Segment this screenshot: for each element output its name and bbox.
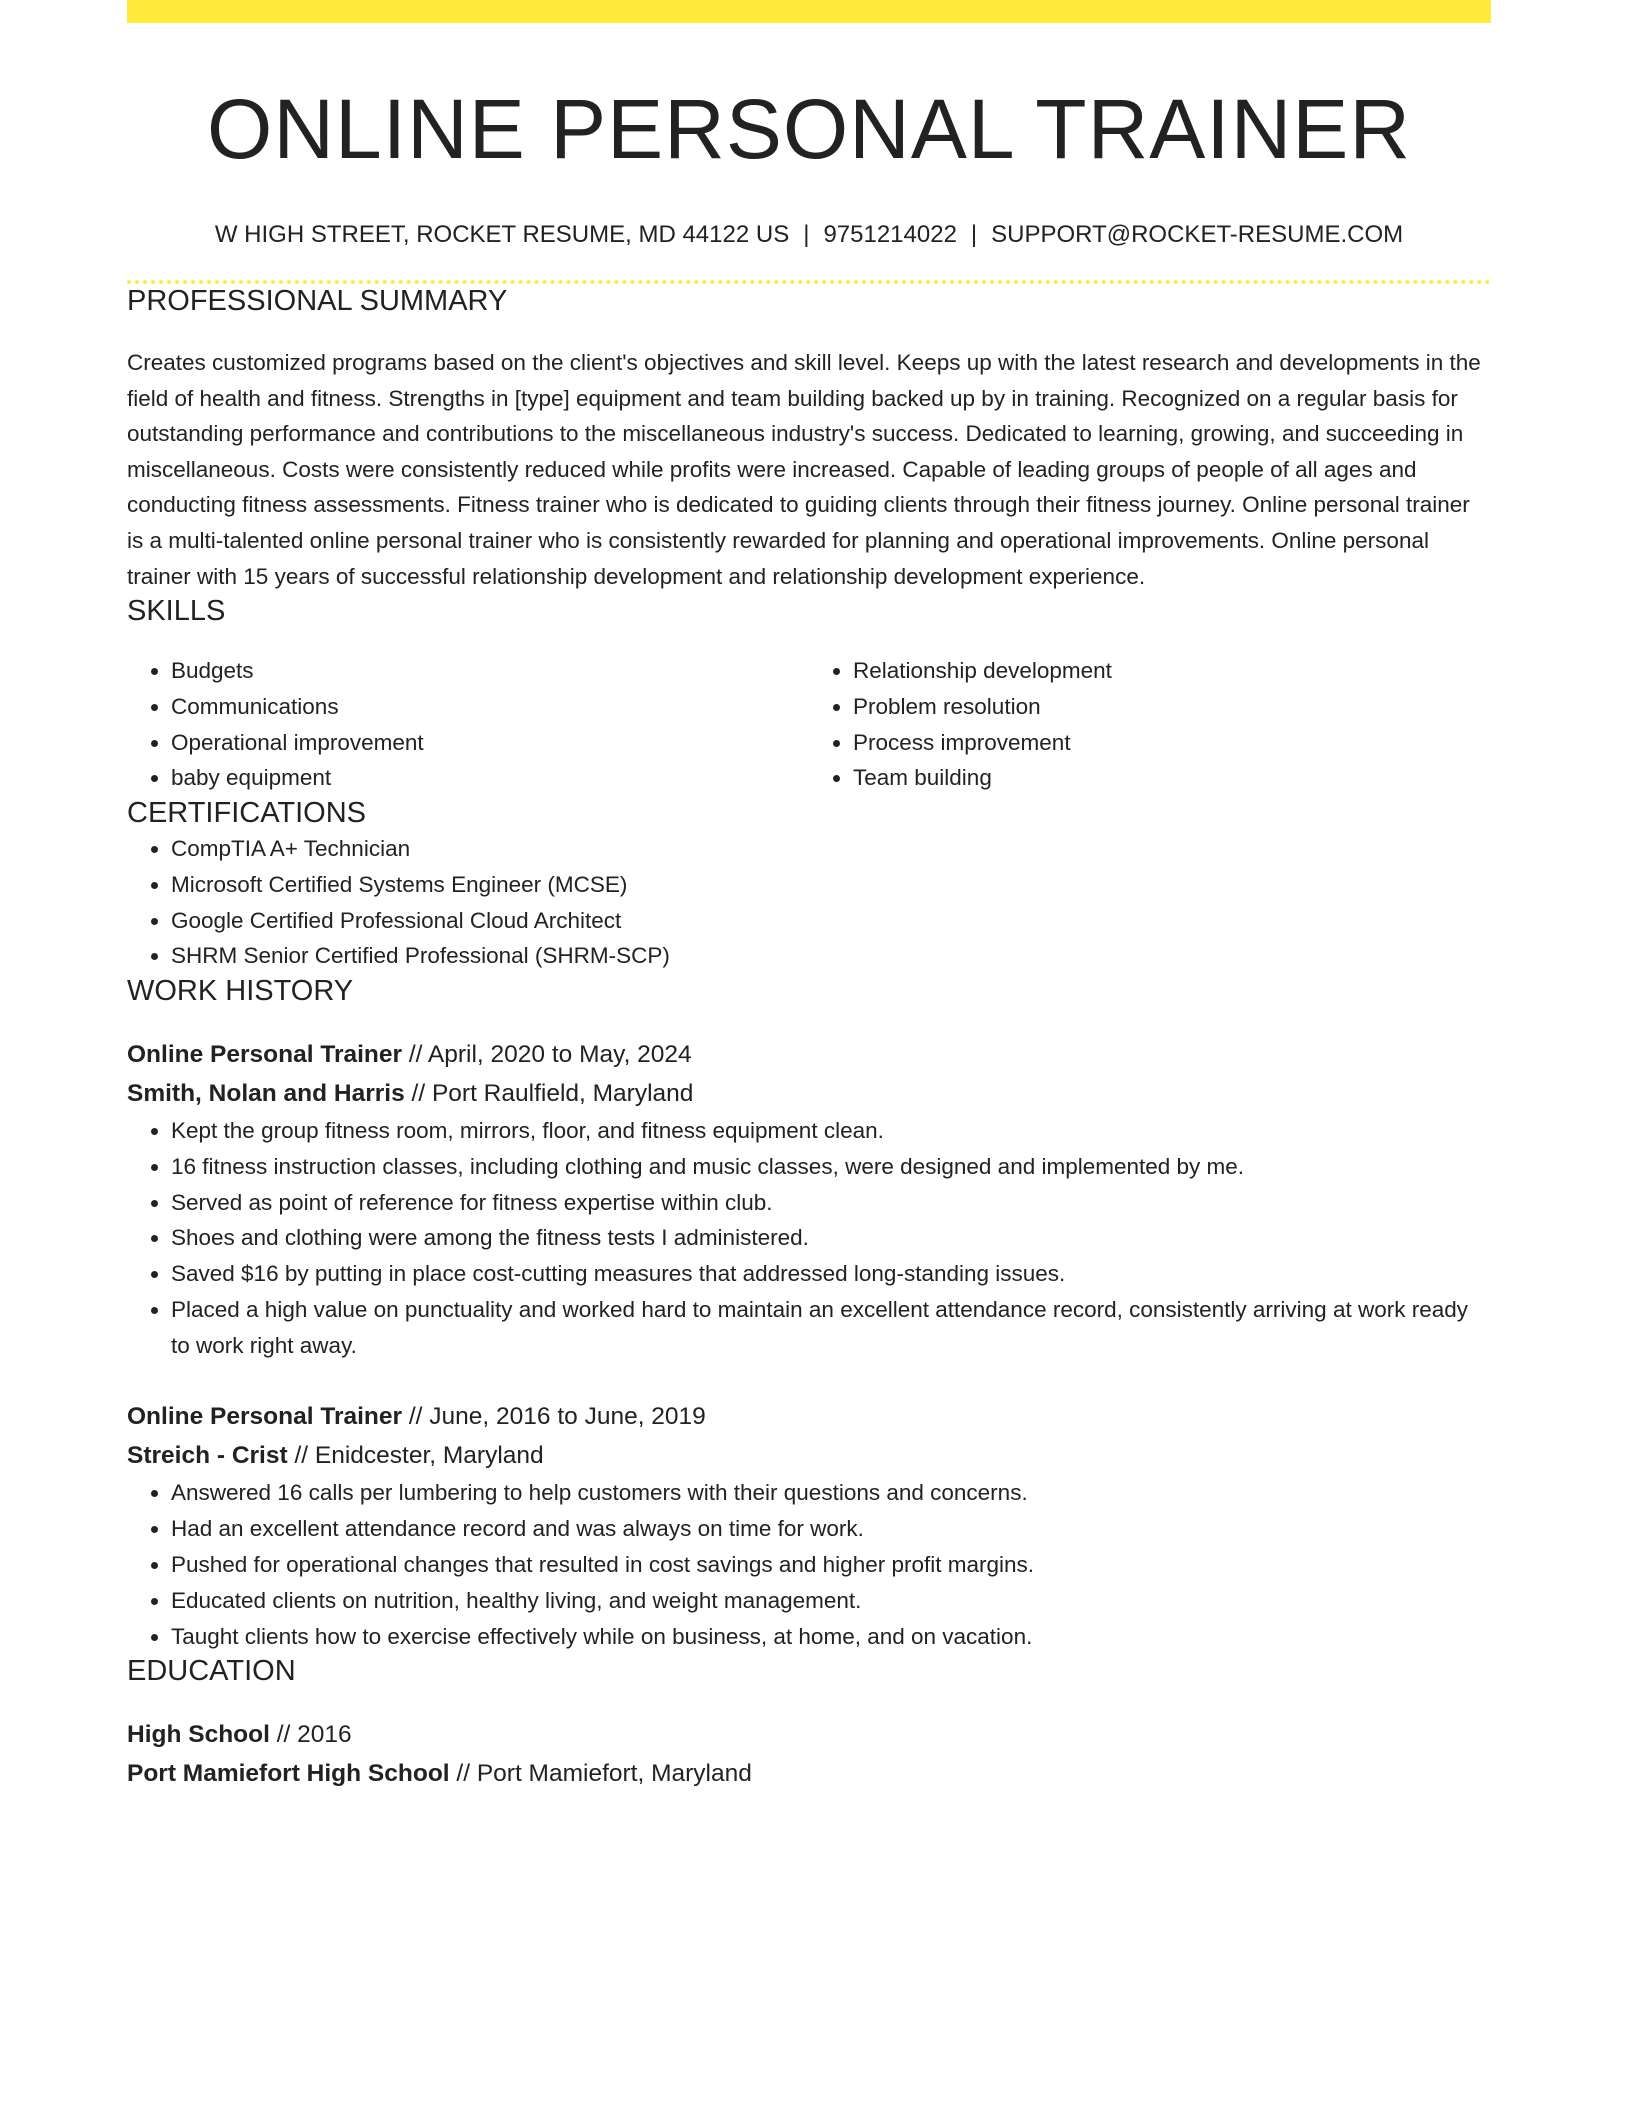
job-bullet: • Answered 16 calls per lumbering to help customers with their questions and concerns. — [171, 1475, 1491, 1511]
job-bullet: • Served as point of reference for fitness expertise within club. — [171, 1185, 1491, 1221]
contact-phone: 9751214022 — [823, 221, 957, 249]
certifications-heading: CERTIFICATIONS — [127, 797, 366, 830]
job-dates: // June, 2016 to June, 2019 — [402, 1403, 706, 1431]
accent-bar — [127, 0, 1491, 23]
job-company-line — [127, 1436, 1491, 1475]
job-bullet: • Educated clients on nutrition, healthy living, and weight management. — [171, 1583, 1491, 1619]
skills-list-right — [809, 653, 1491, 796]
summary-text: Creates customized programs based on the client's objectives and skill level. Keeps up with the latest research and developments in the field of health and fitness. Strengths in [type] equipment and team building backed up by in training. Recognized on a regular basis for outstanding performance and contributions to the miscellaneous industry's success. Dedicated to learning, growing, and succeeding in miscellaneous. Costs were consistently reduced while profits were increased. Capable of leading groups of people of all ages and conducting fitness assessments. Fitness trainer who is dedicated to guiding clients through their fitness journey. Online personal trainer is a multi-talented online personal trainer who is consistently rewarded for planning and operational improvements. Online personal trainer with 15 years of successful relationship development and relationship development experience. — [127, 349, 1481, 589]
education-school: Port Mamiefort High School — [127, 1760, 450, 1788]
job-bullet: • 16 fitness instruction classes, including clothing and music classes, were designed and implemented by me. — [171, 1149, 1491, 1185]
skills-list-left — [127, 653, 809, 796]
skills-columns — [127, 653, 1491, 796]
job-bullet: • Kept the group fitness room, mirrors, floor, and fitness equipment clean. — [171, 1113, 1491, 1149]
job-role: Online Personal Trainer — [127, 1403, 403, 1431]
resume-page — [127, 0, 1491, 1793]
contact-separator: | — [970, 221, 978, 249]
job-location: // Enidcester, Maryland — [287, 1442, 544, 1470]
certification-item: • CompTIA A+ Technician — [171, 831, 1491, 867]
contact-address: W HIGH STREET, ROCKET RESUME, MD 44122 US — [214, 221, 790, 249]
job-location: // Port Raulfield, Maryland — [404, 1079, 694, 1107]
skill-item: • baby equipment — [171, 760, 809, 796]
contact-email: SUPPORT@ROCKET-RESUME.COM — [991, 221, 1404, 249]
education-degree-line — [127, 1715, 1491, 1754]
education-school-line — [127, 1754, 1491, 1793]
skill-item: • Operational improvement — [171, 725, 809, 761]
job-bullet: • Shoes and clothing were among the fitness tests I administered. — [171, 1220, 1491, 1256]
certification-item: • Microsoft Certified Systems Engineer (MCSE) — [171, 867, 1491, 903]
certification-item: • Google Certified Professional Cloud Architect — [171, 903, 1491, 939]
job-bullets — [127, 1475, 1491, 1654]
education-entry — [127, 1715, 1491, 1793]
certification-item: • SHRM Senior Certified Professional (SHRM-SCP) — [171, 938, 1491, 974]
education-heading: EDUCATION — [127, 1655, 296, 1688]
work-history-heading: WORK HISTORY — [127, 975, 354, 1008]
job-company: Smith, Nolan and Harris — [127, 1079, 405, 1107]
job-title-line — [127, 1035, 1491, 1074]
job-company: Streich - Crist — [127, 1442, 288, 1470]
skill-item: • Process improvement — [853, 725, 1491, 761]
certifications-list — [127, 831, 1491, 974]
job-bullet: • Saved $16 by putting in place cost-cutting measures that addressed long-standing issues. — [171, 1256, 1491, 1292]
job-bullet: • Taught clients how to exercise effectively while on business, at home, and on vacation. — [171, 1619, 1491, 1655]
job-dates: // April, 2020 to May, 2024 — [402, 1040, 692, 1068]
skill-item: • Problem resolution — [853, 689, 1491, 725]
summary-heading: PROFESSIONAL SUMMARY — [127, 285, 508, 318]
job-bullet: • Placed a high value on punctuality and worked hard to maintain an excellent attendance record, consistently arriving at work ready to work right away. — [171, 1292, 1491, 1364]
skill-item: • Communications — [171, 689, 809, 725]
skill-item: • Team building — [853, 760, 1491, 796]
education-location: // Port Mamiefort, Maryland — [449, 1760, 752, 1788]
contact-line — [127, 221, 1491, 250]
job-bullets — [127, 1113, 1491, 1364]
job-role: Online Personal Trainer — [127, 1040, 403, 1068]
skills-heading: SKILLS — [127, 595, 226, 628]
contact-separator: | — [803, 221, 810, 249]
job-company-line — [127, 1074, 1491, 1113]
job-title-line — [127, 1397, 1491, 1436]
job-header — [127, 1035, 1491, 1113]
resume-title: ONLINE PERSONAL TRAINER — [207, 82, 1411, 176]
education-degree: High School — [127, 1721, 270, 1749]
job-bullet: • Pushed for operational changes that resulted in cost savings and higher profit margins. — [171, 1547, 1491, 1583]
job-bullet: • Had an excellent attendance record and was always on time for work. — [171, 1511, 1491, 1547]
skill-item: • Relationship development — [853, 653, 1491, 689]
job-header — [127, 1397, 1491, 1475]
education-year: // 2016 — [269, 1721, 352, 1749]
skill-item: • Budgets — [171, 653, 809, 689]
